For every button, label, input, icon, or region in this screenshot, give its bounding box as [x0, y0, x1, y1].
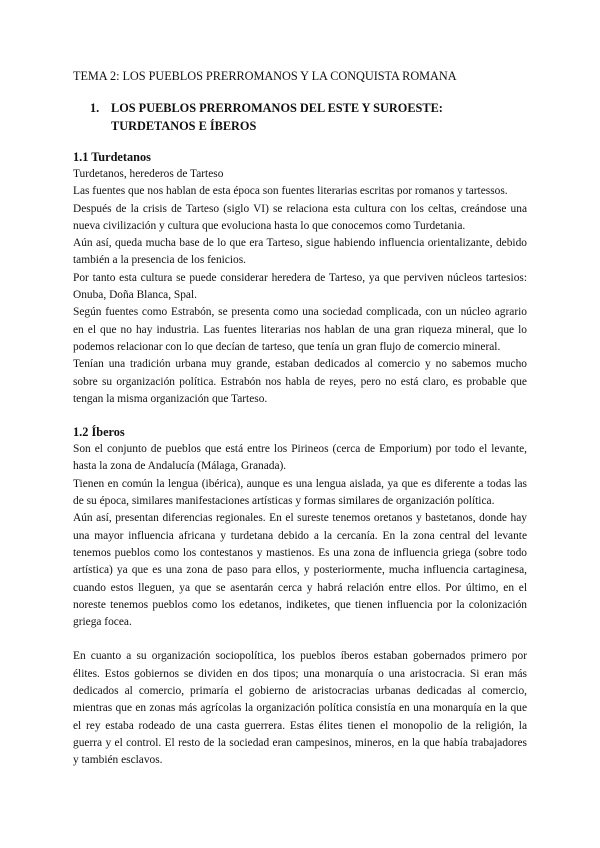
section-heading — [90, 99, 527, 135]
paragraph: Después de la crisis de Tarteso (siglo VI) se relaciona esta cultura con los celtas, creándose una nueva civilización y cultura que evoluciona hasta lo que conocemos como Turdetania. — [73, 202, 527, 232]
paragraph: Son el conjunto de pueblos que está entre los Pirineos (cerca de Emporium) por todo el levante, hasta la zona de Andalucía (Málaga, Granada). — [73, 443, 527, 473]
document-title: TEMA 2: LOS PUEBLOS PRERROMANOS Y LA CONQUISTA ROMANA — [73, 69, 457, 83]
subsection-heading-turdetanos: 1.1 Turdetanos — [73, 150, 151, 164]
section-number: 1. — [90, 101, 100, 115]
paragraph: Aún así, queda mucha base de lo que era Tarteso, sigue habiendo influencia orientalizante, debido también a la presencia de los fenicios. — [73, 237, 527, 267]
paragraph: En cuanto a su organización sociopolítica, los pueblos íberos estaban gobernados primero por élites. Estos gobiernos se dividen en dos tipos; una monarquía o una aristocracia. Si eran más dedicados al comercio, primaría el gobierno de aristocracias urbanas dedicadas al comercio, mientras que en zonas más agrícolas la organización política consistía en una monarquía en la que el rey estaba rodeado de una casta guerrera. Estas élites tienen el monopolio de la religión, la guerra y el control. El resto de la sociedad eran campesinos, mineros, en la que había trabajadores y también esclavos. — [73, 650, 527, 767]
section-heading-text: LOS PUEBLOS PRERROMANOS DEL ESTE Y SUROESTE: TURDETANOS E ÍBEROS — [111, 101, 443, 133]
paragraph: Aún así, presentan diferencias regionales. En el sureste tenemos oretanos y bastetanos, donde hay una mayor influencia africana y turdetana debido a la cercanía. En la zona central del levante tenemos pueblos como los contestanos y mastienos. Es una zona de influencia griega (sobre todo artística) ya que es una zona de paso para ellos, y posteriormente, mucha influencia cartaginesa, cuando estos lleguen, ya que se asentarán cerca y habrá relación entre ellos. Por último, en el noreste tenemos pueblos como los edetanos, indiketes, que tienen influencia por la colonización griega focea. — [73, 512, 527, 629]
spacer — [73, 408, 527, 424]
paragraph: Según fuentes como Estrabón, se presenta como una sociedad complicada, con un núcleo agrario en el que no hay industria. Las fuentes literarias nos hablan de una gran riqueza mineral, que lo podemos relacionar con lo que decían de tarteso, que tenía un gran flujo de comercio mineral. — [73, 306, 527, 353]
paragraph: Las fuentes que nos hablan de esta época son fuentes literarias escritas por romanos y tartessos. — [73, 185, 508, 198]
subsection-heading-iberos: 1.2 Íberos — [73, 425, 125, 440]
spacer — [73, 631, 527, 648]
paragraph: Tenían una tradición urbana muy grande, estaban dedicados al comercio y no sabemos mucho sobre su organización política. Estrabón nos habla de reyes, pero no está claro, es probable que tengan la misma organización que Tarteso. — [73, 358, 527, 405]
paragraph: Por tanto esta cultura se puede considerar heredera de Tarteso, ya que perviven núcleos tartesios: Onuba, Doña Blanca, Spal. — [73, 271, 527, 302]
paragraph: Turdetanos, herederos de Tarteso — [73, 168, 224, 180]
paragraph: Tienen en común la lengua (ibérica), aunque es una lengua aislada, ya que es diferente a todas las de su época, similares manifestaciones artísticas y formas similares de organización política. — [73, 477, 527, 508]
